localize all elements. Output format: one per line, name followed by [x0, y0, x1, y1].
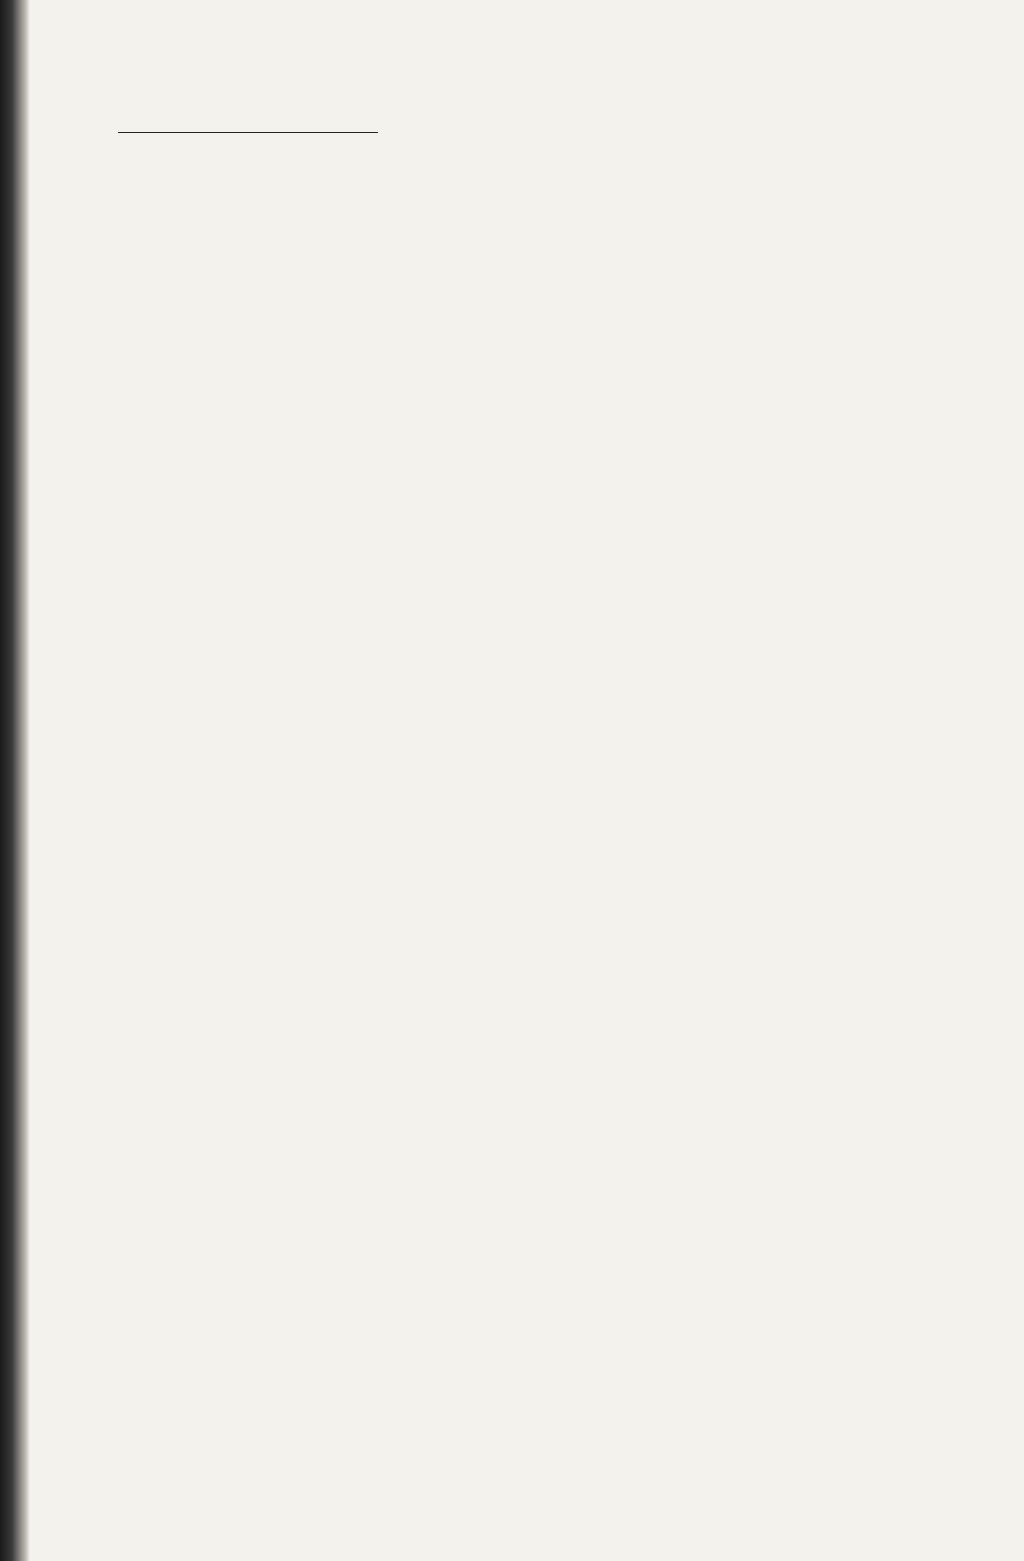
book-binding-shadow [0, 0, 30, 1561]
header-divider [118, 132, 378, 133]
